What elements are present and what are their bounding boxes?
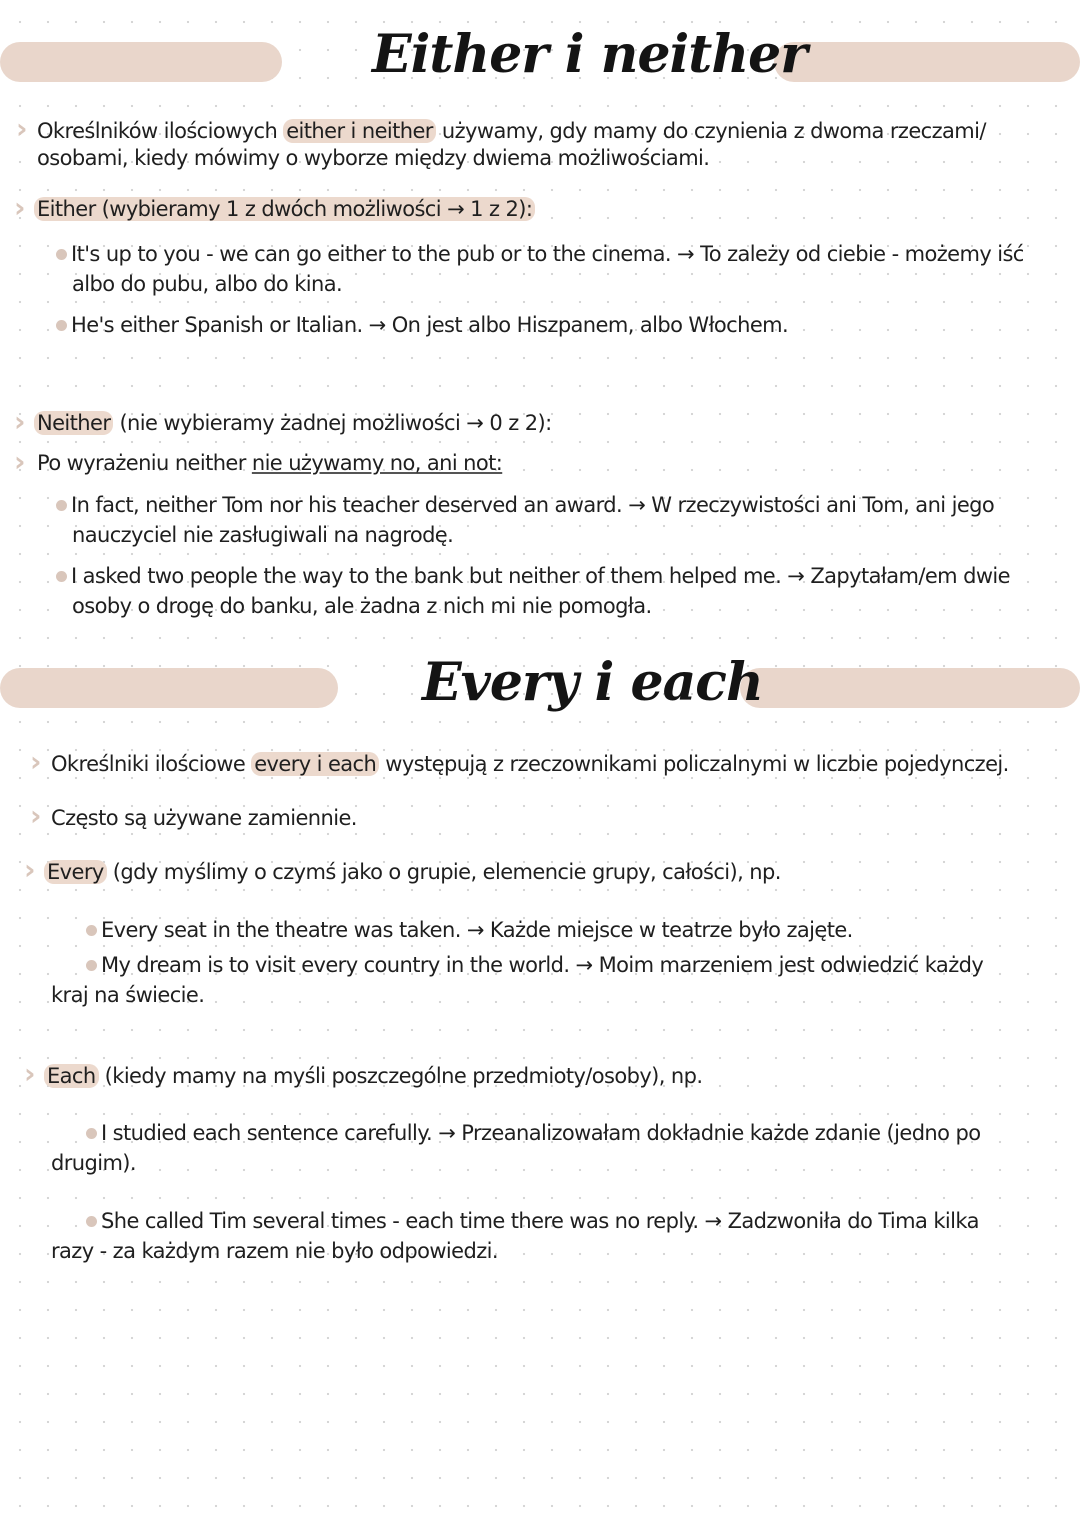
- either-desc: (wybieramy 1 z dwóch możliwości → 1 z 2):: [95, 197, 533, 221]
- intro-line-2: osobami, kiedy mówimy o wyborze między dwiema możliwościami.: [37, 146, 710, 170]
- example-text: In fact, neither Tom nor his teacher deserved an award. → W rzeczywistości ani Tom, ani jego: [71, 493, 995, 517]
- each-desc: (kiedy mamy na myśli poszczególne przedmioty/osoby), np.: [98, 1064, 703, 1088]
- title-banner-left: [0, 668, 338, 708]
- bullet-icon: [86, 925, 97, 936]
- each-term: Each: [44, 1064, 99, 1088]
- each-example-2: [86, 1206, 1050, 1236]
- either-example-1-cont: albo do pubu, albo do kina.: [72, 272, 343, 296]
- each-example-1-cont: drugim).: [51, 1151, 136, 1175]
- chevron-icon: ›: [30, 745, 42, 778]
- example-text: I asked two people the way to the bank but neither of them helped me. → Zapytałam/em dwie: [71, 564, 1010, 588]
- intro-text: używamy, gdy mamy do czynienia z dwoma rzeczami/: [435, 119, 986, 143]
- every-example-1: [86, 915, 1050, 945]
- every-desc: (gdy myślimy o czymś jako o grupie, elemencie grupy, całości), np.: [106, 860, 781, 884]
- chevron-icon: ›: [14, 191, 26, 224]
- example-text: It's up to you - we can go either to the pub or to the cinema. → To zależy od ciebie - możemy iść: [71, 242, 1024, 266]
- intro-text: występują z rzeczownikami policzalnymi w liczbie pojedynczej.: [379, 752, 1009, 776]
- bullet-icon: [86, 1128, 97, 1139]
- chevron-icon: ›: [24, 1057, 36, 1090]
- neither-example-2: [56, 561, 1050, 591]
- either-example-2: [56, 310, 1050, 340]
- example-text: I studied each sentence carefully. → Przeanalizowałam dokładnie każde zdanie (jedno po: [101, 1121, 981, 1145]
- each-heading: [44, 1061, 1050, 1091]
- example-text: Every seat in the theatre was taken. → Każde miejsce w teatrze było zajęte.: [101, 918, 853, 942]
- each-example-1: [86, 1118, 1050, 1148]
- neither-example-1-cont: nauczyciel nie zasługiwali na nagrodę.: [72, 523, 454, 547]
- bullet-icon: [56, 500, 67, 511]
- example-text: She called Tim several times - each time there was no reply. → Zadzwoniła do Tima kilka: [101, 1209, 979, 1233]
- neither-rule: [37, 448, 1050, 478]
- example-text: My dream is to visit every country in the world. → Moim marzeniem jest odwiedzić każdy: [101, 953, 984, 977]
- every-heading: [44, 857, 1050, 887]
- chevron-icon: ›: [14, 405, 26, 438]
- every-example-2-cont: kraj na świecie.: [51, 983, 205, 1007]
- highlight-either-neither: either i neither: [283, 119, 436, 143]
- either-term: [34, 197, 535, 221]
- neither-example-1: [56, 490, 1050, 520]
- bullet-icon: [56, 571, 67, 582]
- chevron-icon: ›: [16, 112, 28, 145]
- bullet-icon: [56, 249, 67, 260]
- neither-heading: [34, 408, 1050, 438]
- section-title-every-each: Every i each: [422, 652, 763, 713]
- section-title-either-neither: Either i neither: [372, 24, 807, 85]
- intro-text: Określników ilościowych: [37, 119, 284, 143]
- section2-intro: [51, 749, 1050, 779]
- title-banner-left: [0, 42, 282, 82]
- neither-desc: (nie wybieramy żadnej możliwości → 0 z 2):: [113, 411, 552, 435]
- either-example-1: [56, 239, 1050, 269]
- chevron-icon: ›: [14, 445, 26, 478]
- either-term-text: Either: [37, 197, 96, 221]
- rule-underlined: nie używamy no, ani not:: [251, 451, 503, 475]
- section2-often: Często są używane zamiennie.: [51, 806, 357, 830]
- rule-text: Po wyrażeniu neither: [37, 451, 252, 475]
- chevron-icon: ›: [30, 799, 42, 832]
- bullet-icon: [56, 320, 67, 331]
- highlight-every-each: every i each: [251, 752, 379, 776]
- each-example-2-cont: razy - za każdym razem nie było odpowiedzi.: [51, 1239, 498, 1263]
- neither-example-2-cont: osoby o drogę do banku, ale żadna z nich mi nie pomogła.: [72, 594, 652, 618]
- chevron-icon: ›: [24, 853, 36, 886]
- bullet-icon: [86, 1216, 97, 1227]
- title-banner-right: [774, 42, 1080, 82]
- neither-term: Neither: [34, 411, 113, 435]
- either-heading: [34, 194, 1050, 224]
- title-banner-right: [740, 668, 1080, 708]
- intro-line-1: [37, 116, 1050, 146]
- intro-text: Określniki ilościowe: [51, 752, 252, 776]
- bullet-icon: [86, 960, 97, 971]
- every-term: Every: [44, 860, 107, 884]
- every-example-2: [86, 950, 1050, 980]
- example-text: He's either Spanish or Italian. → On jest albo Hiszpanem, albo Włochem.: [71, 313, 789, 337]
